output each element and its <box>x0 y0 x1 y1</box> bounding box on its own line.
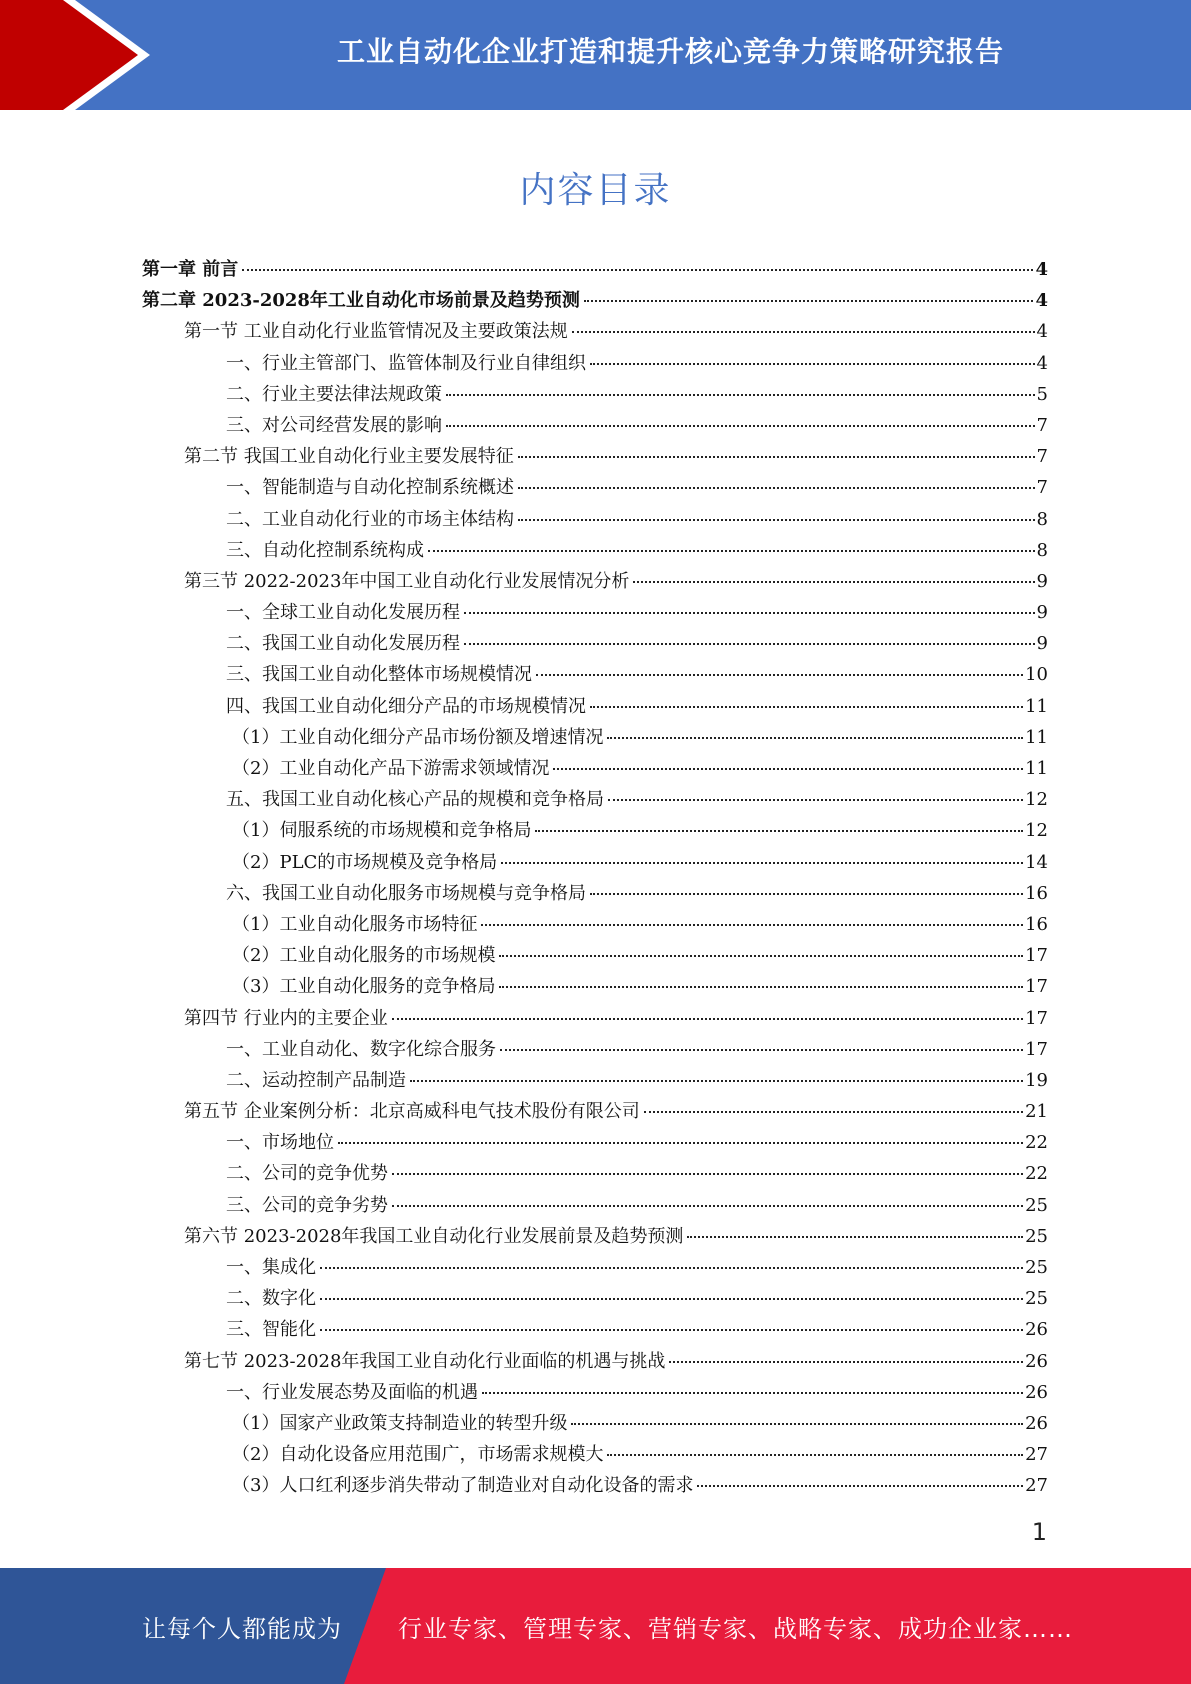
toc-leader-dots <box>584 300 1034 302</box>
toc-entry-page: 17 <box>1025 945 1048 967</box>
toc-entry-text: 一、全球工业自动化发展历程 <box>226 602 460 624</box>
toc-leader-dots <box>553 768 1023 770</box>
toc-leader-dots <box>687 1236 1023 1238</box>
toc-entry-page: 11 <box>1025 758 1048 779</box>
toc-leader-dots <box>633 581 1034 583</box>
toc-entry[interactable] <box>142 285 1048 316</box>
toc-entry-text: 二、公司的竞争优势 <box>226 1163 388 1185</box>
toc-entry[interactable] <box>142 628 1048 659</box>
footer-slogan-left: 让每个人都能成为 <box>142 1614 342 1643</box>
toc-entry-page: 7 <box>1036 414 1048 436</box>
toc-entry[interactable] <box>142 1034 1048 1065</box>
toc-leader-dots <box>499 986 1023 988</box>
toc-entry[interactable] <box>142 753 1048 784</box>
toc-entry-text: 三、对公司经营发展的影响 <box>226 414 442 436</box>
toc-entry-page: 16 <box>1025 913 1048 935</box>
toc-leader-dots <box>590 363 1035 365</box>
toc-entry-page: 4 <box>1036 352 1048 374</box>
toc-entry-text: 三、我国工业自动化整体市场规模情况 <box>226 664 532 686</box>
toc-entry-page: 4 <box>1035 290 1048 312</box>
toc-entry[interactable] <box>142 971 1048 1002</box>
toc-entry-page: 21 <box>1025 1101 1048 1123</box>
toc-entry-text: 第二章 2023-2028年工业自动化市场前景及趋势预测 <box>142 290 580 312</box>
toc-entry[interactable] <box>142 535 1048 566</box>
toc-entry-page: 7 <box>1036 477 1048 499</box>
toc-leader-dots <box>428 550 1035 552</box>
toc-entry-page: 7 <box>1036 446 1048 468</box>
toc-entry-text: （2）PLC的市场规模及竞争格局 <box>232 851 498 873</box>
toc-entry[interactable] <box>142 722 1048 753</box>
toc-entry[interactable] <box>142 1252 1048 1283</box>
toc-entry-page: 11 <box>1025 695 1048 717</box>
toc-entry-text: （3）工业自动化服务的竞争格局 <box>232 976 496 998</box>
toc-entry[interactable] <box>142 1127 1048 1158</box>
toc-entry-page: 8 <box>1036 508 1048 530</box>
toc-entry-page: 19 <box>1025 1069 1048 1091</box>
toc-entry-text: （1）工业自动化服务市场特征 <box>232 913 478 935</box>
toc-entry-page: 5 <box>1036 383 1048 405</box>
toc-entry-page: 17 <box>1025 1038 1048 1060</box>
toc-leader-dots <box>608 799 1023 801</box>
toc-entry-page: 27 <box>1025 1444 1048 1466</box>
toc-entry-text: （2）工业自动化服务的市场规模 <box>232 945 496 967</box>
toc-entry-page: 16 <box>1025 882 1048 904</box>
toc-leader-dots <box>320 1329 1023 1331</box>
toc-entry-page: 9 <box>1036 570 1048 592</box>
toc-entry-page: 4 <box>1036 321 1048 343</box>
toc-entry-page: 11 <box>1025 726 1048 748</box>
toc-leader-dots <box>501 862 1023 864</box>
toc-entry-page: 25 <box>1025 1288 1048 1310</box>
table-of-contents <box>142 254 1048 1502</box>
toc-entry-page: 25 <box>1025 1194 1048 1216</box>
toc-entry[interactable] <box>142 878 1048 909</box>
toc-entry[interactable] <box>142 1065 1048 1096</box>
toc-entry-page: 12 <box>1025 789 1048 811</box>
toc-entry-page: 9 <box>1036 602 1048 624</box>
toc-entry-text: 二、运动控制产品制造 <box>226 1069 406 1091</box>
toc-leader-dots <box>446 394 1035 396</box>
toc-leader-dots <box>338 1142 1023 1144</box>
toc-entry[interactable] <box>142 504 1048 535</box>
toc-leader-dots <box>464 643 1035 645</box>
toc-leader-dots <box>536 674 1023 676</box>
toc-entry-text: （1）国家产业政策支持制造业的转型升级 <box>232 1412 568 1434</box>
toc-entry[interactable] <box>142 1221 1048 1252</box>
toc-entry-text: 五、我国工业自动化核心产品的规模和竞争格局 <box>226 789 604 811</box>
toc-entry-text: （1）工业自动化细分产品市场份额及增速情况 <box>232 726 604 748</box>
toc-entry-text: 第七节 2023-2028年我国工业自动化行业面临的机遇与挑战 <box>184 1350 666 1372</box>
toc-entry[interactable] <box>142 1346 1048 1377</box>
toc-entry-page: 25 <box>1025 1225 1048 1247</box>
toc-leader-dots <box>535 830 1023 832</box>
toc-entry-text: 第一节 工业自动化行业监管情况及主要政策法规 <box>184 321 568 343</box>
toc-entry-page: 26 <box>1025 1319 1048 1341</box>
toc-entry-page: 26 <box>1025 1350 1048 1372</box>
toc-leader-dots <box>242 269 1033 271</box>
toc-entry[interactable] <box>142 1377 1048 1408</box>
toc-entry-text: 第一章 前言 <box>142 259 239 280</box>
toc-leader-dots <box>607 737 1023 739</box>
toc-entry[interactable] <box>142 316 1048 347</box>
toc-entry[interactable] <box>142 1314 1048 1345</box>
toc-leader-dots <box>669 1361 1023 1363</box>
toc-entry-page: 4 <box>1035 259 1048 280</box>
toc-entry-text: （2）自动化设备应用范围广，市场需求规模大 <box>232 1444 604 1466</box>
toc-entry[interactable] <box>142 566 1048 597</box>
toc-entry-page: 8 <box>1036 539 1048 561</box>
toc-entry-page: 17 <box>1025 976 1048 998</box>
toc-leader-dots <box>590 893 1023 895</box>
toc-entry[interactable] <box>142 1158 1048 1189</box>
toc-entry[interactable] <box>142 1283 1048 1314</box>
toc-entry[interactable] <box>142 410 1048 441</box>
toc-entry-page: 22 <box>1025 1163 1048 1185</box>
toc-entry-page: 10 <box>1025 664 1048 686</box>
toc-leader-dots <box>392 1205 1023 1207</box>
toc-entry-text: 六、我国工业自动化服务市场规模与竞争格局 <box>226 882 586 904</box>
toc-entry-text: 第六节 2023-2028年我国工业自动化行业发展前景及趋势预测 <box>184 1225 684 1247</box>
toc-entry-text: 二、工业自动化行业的市场主体结构 <box>226 508 514 530</box>
toc-entry-text: 三、智能化 <box>226 1319 316 1341</box>
toc-leader-dots <box>607 1454 1023 1456</box>
toc-entry[interactable] <box>142 691 1048 722</box>
toc-entry-text: 一、集成化 <box>226 1257 316 1278</box>
page-number: 1 <box>1031 1518 1047 1546</box>
toc-leader-dots <box>410 1080 1023 1082</box>
toc-leader-dots <box>392 1018 1023 1020</box>
toc-leader-dots <box>482 1392 1023 1394</box>
toc-entry[interactable] <box>142 784 1048 815</box>
toc-entry-page: 22 <box>1025 1132 1048 1154</box>
toc-leader-dots <box>392 1173 1023 1175</box>
toc-entry[interactable] <box>142 441 1048 472</box>
footer-banner <box>0 1568 1191 1684</box>
toc-leader-dots <box>518 456 1035 458</box>
toc-entry-text: 第五节 企业案例分析：北京高威科电气技术股份有限公司 <box>184 1101 640 1123</box>
header-banner <box>0 0 1191 110</box>
toc-entry-text: 二、行业主要法律法规政策 <box>226 383 442 405</box>
toc-leader-dots <box>571 1423 1023 1425</box>
toc-entry-text: （2）工业自动化产品下游需求领域情况 <box>232 758 550 779</box>
toc-entry-text: 第四节 行业内的主要企业 <box>184 1007 388 1029</box>
toc-entry[interactable] <box>142 597 1048 628</box>
toc-entry[interactable] <box>142 1470 1048 1501</box>
toc-entry[interactable] <box>142 1096 1048 1127</box>
toc-entry[interactable] <box>142 815 1048 846</box>
toc-entry[interactable] <box>142 472 1048 503</box>
toc-entry-page: 25 <box>1025 1257 1048 1278</box>
toc-entry-text: 一、行业主管部门、监管体制及行业自律组织 <box>226 352 586 374</box>
toc-leader-dots <box>572 331 1035 333</box>
toc-entry-text: 第二节 我国工业自动化行业主要发展特征 <box>184 446 514 468</box>
toc-leader-dots <box>481 924 1023 926</box>
toc-entry[interactable] <box>142 254 1048 285</box>
toc-leader-dots <box>518 487 1035 489</box>
toc-entry-page: 14 <box>1025 851 1048 873</box>
toc-leader-dots <box>518 519 1035 521</box>
toc-entry[interactable] <box>142 1003 1048 1034</box>
toc-heading: 内容目录 <box>519 170 672 211</box>
toc-leader-dots <box>320 1267 1023 1269</box>
toc-entry-page: 27 <box>1025 1475 1048 1497</box>
toc-entry[interactable] <box>142 659 1048 690</box>
toc-entry-text: （1）伺服系统的市场规模和竞争格局 <box>232 820 532 842</box>
toc-entry-text: 一、工业自动化、数字化综合服务 <box>226 1038 496 1060</box>
toc-entry-text: 第三节 2022-2023年中国工业自动化行业发展情况分析 <box>184 570 630 592</box>
toc-leader-dots <box>644 1111 1023 1113</box>
toc-entry-text: 三、自动化控制系统构成 <box>226 539 424 561</box>
toc-leader-dots <box>464 612 1035 614</box>
toc-entry-page: 17 <box>1025 1007 1048 1029</box>
toc-leader-dots <box>320 1298 1023 1300</box>
toc-entry-text: 一、行业发展态势及面临的机遇 <box>226 1381 478 1403</box>
toc-leader-dots <box>697 1485 1023 1487</box>
toc-leader-dots <box>500 1049 1023 1051</box>
toc-entry-text: （3）人口红利逐步消失带动了制造业对自动化设备的需求 <box>232 1475 694 1497</box>
toc-entry-page: 12 <box>1025 820 1048 842</box>
report-title: 工业自动化企业打造和提升核心竞争力策略研究报告 <box>336 35 1004 68</box>
toc-entry[interactable] <box>142 379 1048 410</box>
toc-entry-page: 26 <box>1025 1412 1048 1434</box>
toc-entry[interactable] <box>142 1190 1048 1221</box>
toc-entry-page: 26 <box>1025 1381 1048 1403</box>
toc-entry[interactable] <box>142 940 1048 971</box>
toc-leader-dots <box>499 955 1023 957</box>
toc-entry[interactable] <box>142 1408 1048 1439</box>
toc-entry-text: 二、数字化 <box>226 1288 316 1310</box>
toc-entry-text: 一、智能制造与自动化控制系统概述 <box>226 477 514 499</box>
toc-entry-text: 四、我国工业自动化细分产品的市场规模情况 <box>226 695 586 717</box>
toc-entry[interactable] <box>142 348 1048 379</box>
toc-entry-text: 一、市场地位 <box>226 1132 334 1154</box>
toc-leader-dots <box>446 425 1035 427</box>
footer-slogan-right: 行业专家、管理专家、营销专家、战略专家、成功企业家…… <box>398 1614 1073 1643</box>
toc-entry-text: 三、公司的竞争劣势 <box>226 1194 388 1216</box>
toc-leader-dots <box>590 706 1023 708</box>
toc-entry-text: 二、我国工业自动化发展历程 <box>226 633 460 655</box>
toc-entry[interactable] <box>142 909 1048 940</box>
toc-entry-page: 9 <box>1036 633 1048 655</box>
toc-entry[interactable] <box>142 847 1048 878</box>
toc-entry[interactable] <box>142 1439 1048 1470</box>
